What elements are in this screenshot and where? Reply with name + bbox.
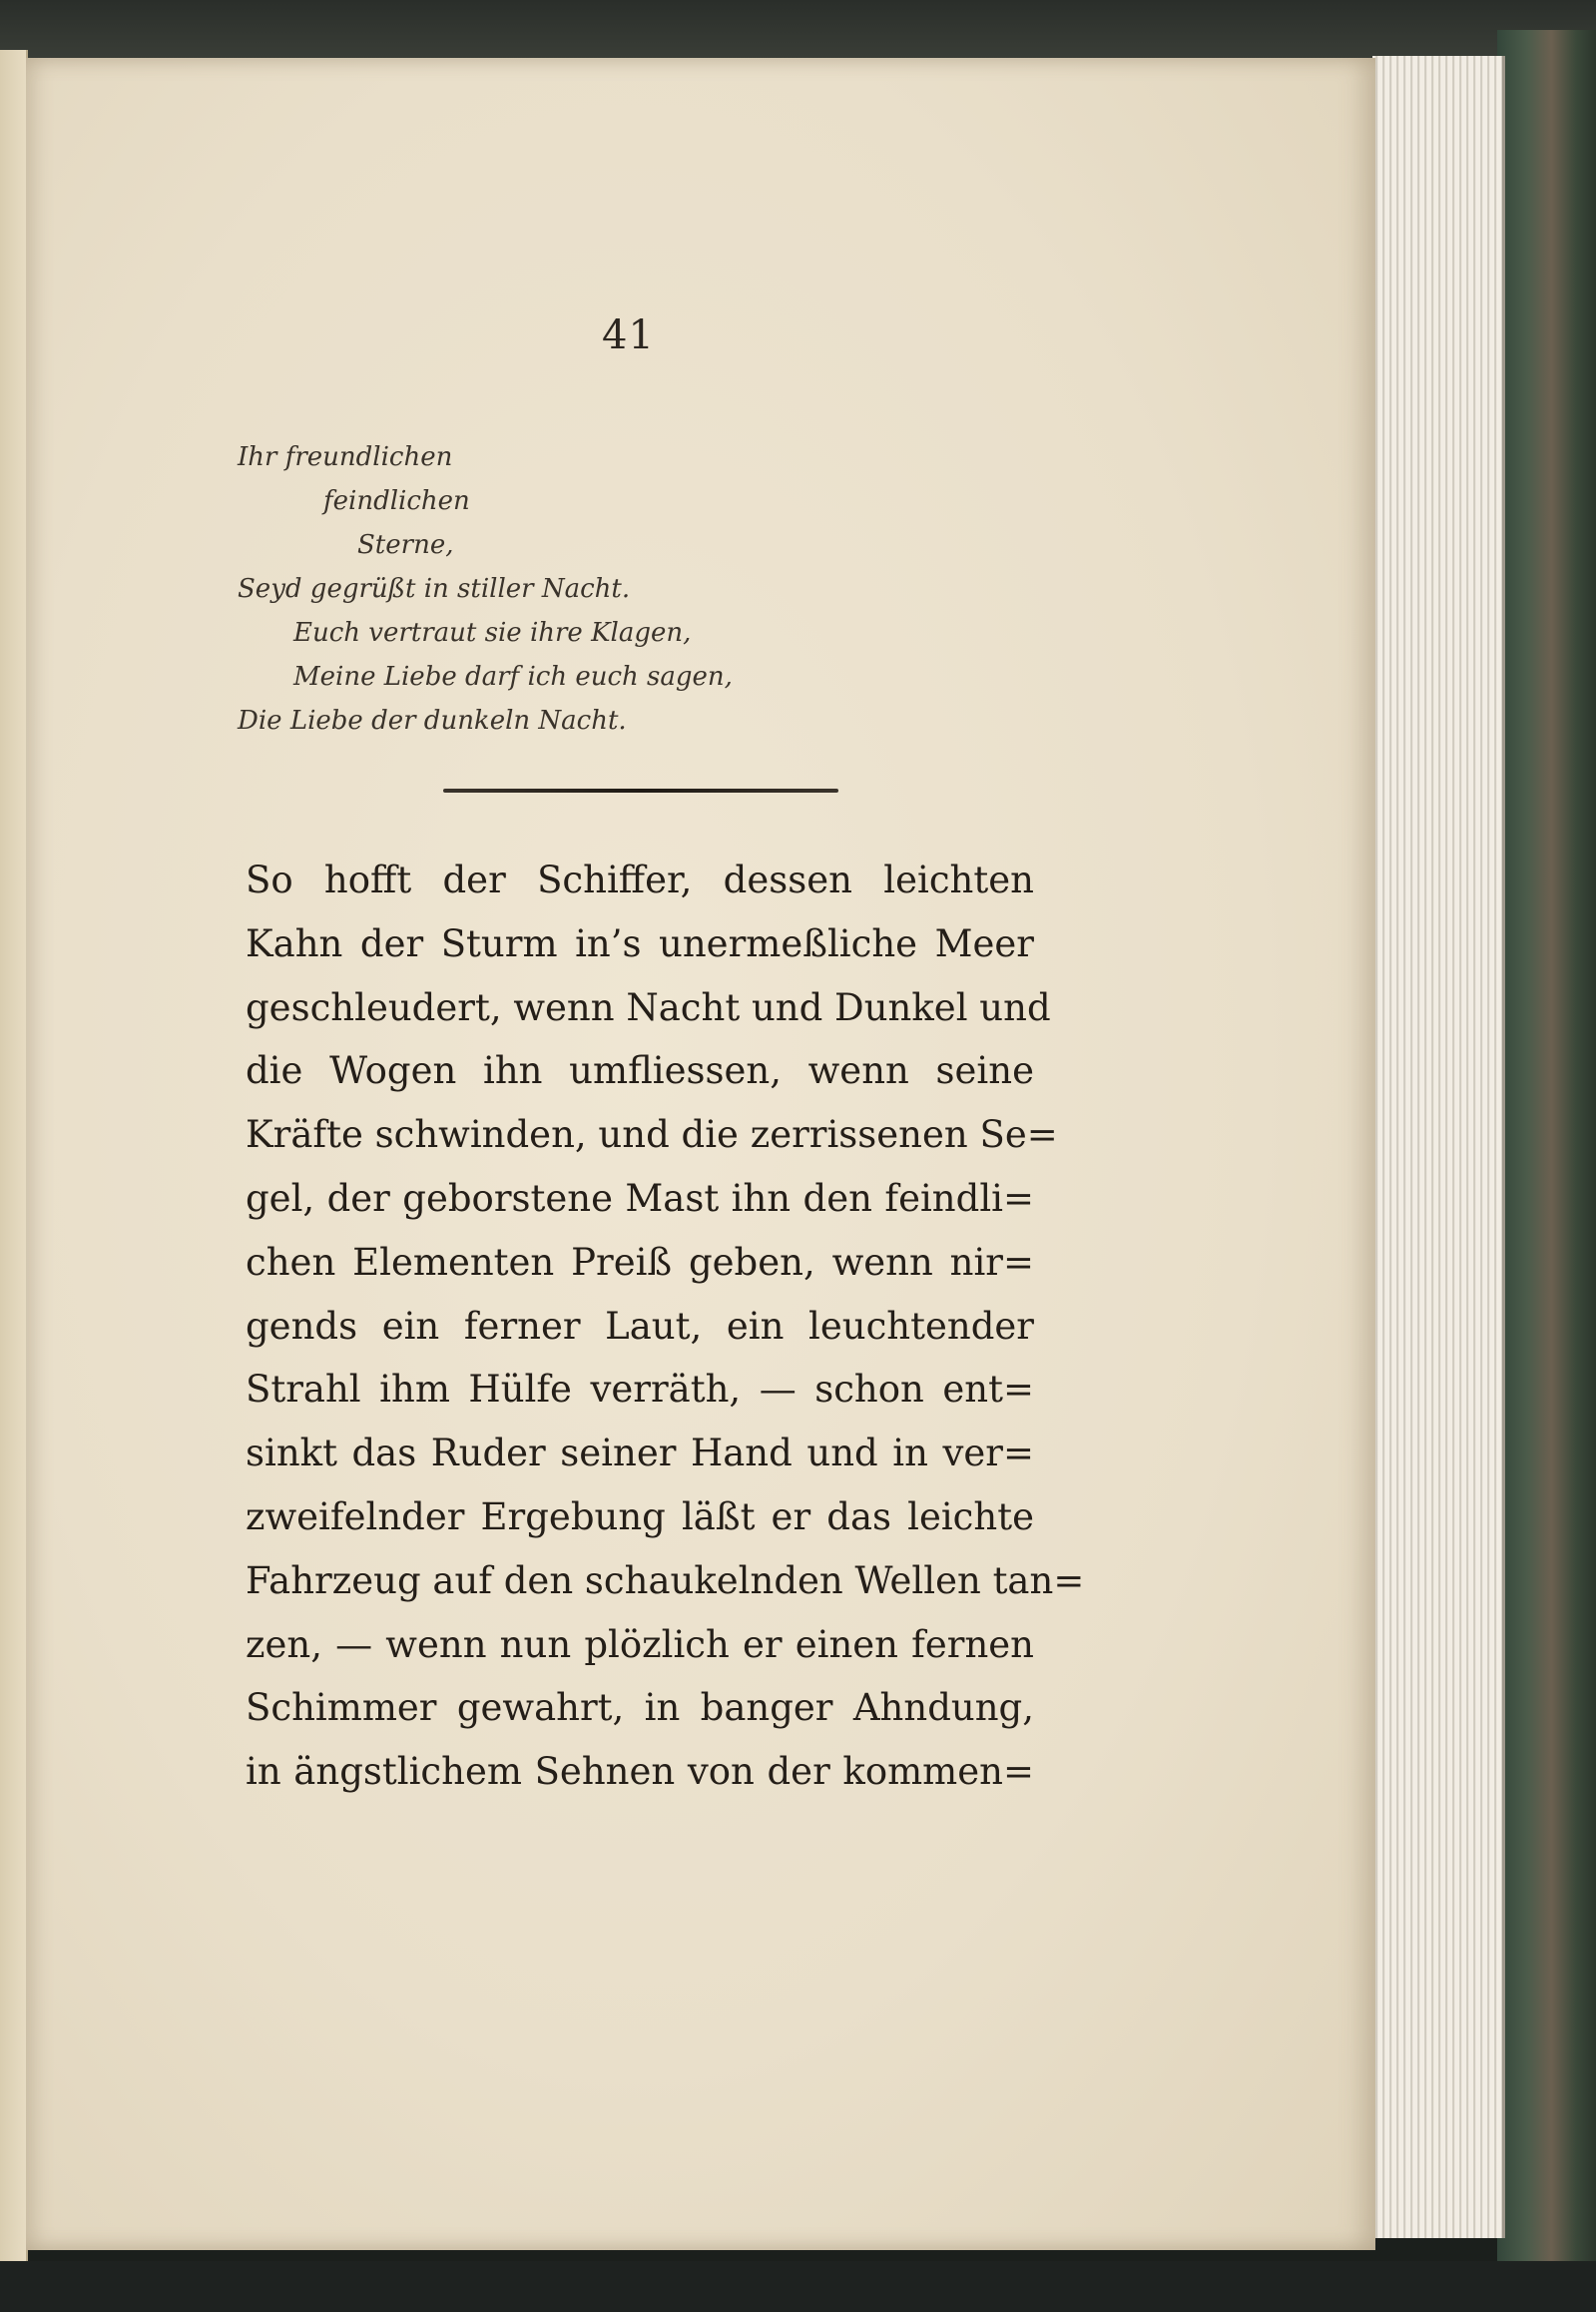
prose-paragraph bbox=[246, 849, 1085, 1804]
prose-line: zweifelnder Ergebung läßt er das leichte bbox=[246, 1494, 1034, 1538]
poem-line: Seyd gegrüßt in stiller Nacht. bbox=[238, 574, 631, 604]
prose-line: Schimmer gewahrt, in banger Ahndung, bbox=[246, 1686, 1034, 1730]
poem-stanza bbox=[238, 435, 733, 743]
poem-line: feindlichen bbox=[323, 486, 470, 516]
prose-line: geschleudert, wenn Nacht und Dunkel und bbox=[246, 985, 1051, 1029]
section-divider-rule bbox=[443, 789, 838, 793]
book-page bbox=[26, 58, 1375, 2250]
prose-line: zen, — wenn nun plözlich er einen fernen bbox=[246, 1622, 1034, 1666]
book-cover-marbled-board bbox=[1497, 30, 1596, 2266]
prose-line: Kahn der Sturm in’s unermeßliche Meer bbox=[246, 921, 1034, 965]
prose-line: So hofft der Schiffer, dessen leichten bbox=[246, 859, 1034, 901]
prose-line: Kräfte schwinden, und die zerrissenen Se= bbox=[246, 1113, 1058, 1157]
page-edges bbox=[1372, 56, 1505, 2238]
poem-line: Ihr freundlichen bbox=[238, 442, 453, 472]
facing-page-edge bbox=[0, 50, 28, 2276]
poem-line: Meine Liebe darf ich euch sagen, bbox=[293, 662, 733, 692]
poem-line: Euch vertraut sie ihre Klagen, bbox=[293, 618, 692, 648]
poem-line: Sterne, bbox=[357, 530, 454, 560]
prose-line: gends ein ferner Laut, ein leuchtender bbox=[246, 1304, 1034, 1348]
prose-line: gel, der geborstene Mast ihn den feindli= bbox=[246, 1176, 1034, 1220]
prose-line: die Wogen ihn umfliessen, wenn seine bbox=[246, 1049, 1034, 1093]
book-cover-bottom bbox=[0, 2261, 1596, 2312]
book-cover-top bbox=[0, 0, 1596, 64]
prose-line: Fahrzeug auf den schaukelnden Wellen tan= bbox=[246, 1558, 1085, 1602]
poem-line: Die Liebe der dunkeln Nacht. bbox=[238, 706, 627, 736]
page-number: 41 bbox=[602, 312, 655, 358]
prose-line: sinkt das Ruder seiner Hand und in ver= bbox=[246, 1432, 1034, 1475]
prose-line: chen Elementen Preiß geben, wenn nir= bbox=[246, 1240, 1034, 1284]
prose-line: in ängstlichem Sehnen von der kommen= bbox=[246, 1750, 1034, 1794]
prose-line: Strahl ihm Hülfe verräth, — schon ent= bbox=[246, 1368, 1034, 1412]
